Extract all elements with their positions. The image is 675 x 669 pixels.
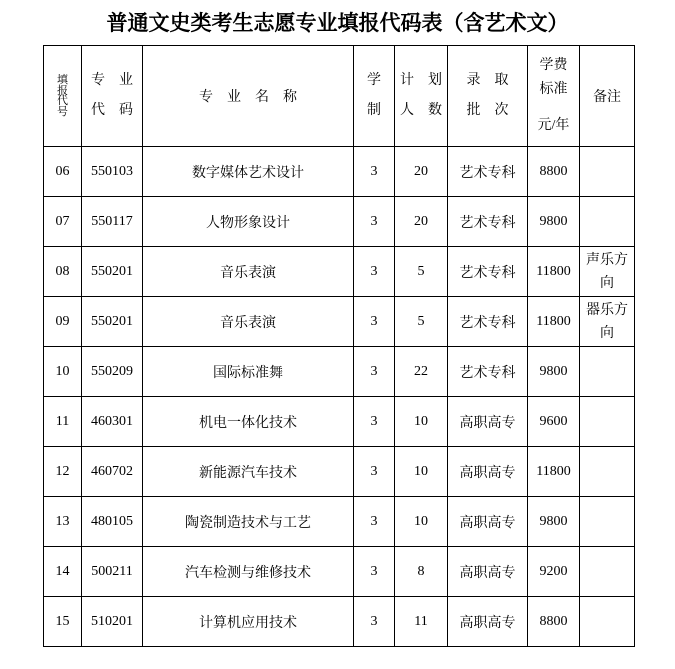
cell-duration: 3 [354,247,395,297]
cell-planned: 8 [395,547,448,597]
cell-tuition: 9600 [528,397,580,447]
cell-remark [580,547,635,597]
cell-batch: 高职高专 [448,497,528,547]
cell-remark [580,197,635,247]
cell-batch: 高职高专 [448,547,528,597]
table-body [44,147,635,647]
cell-duration: 3 [354,197,395,247]
header-tuition-unit: 元/年 [537,118,570,133]
cell-fill-code: 11 [44,397,82,447]
table-row [44,347,635,397]
cell-planned: 5 [395,247,448,297]
cell-planned: 22 [395,347,448,397]
cell-major-code: 510201 [82,597,143,647]
header-major-code-line2: 代 码 [91,103,133,118]
table-row [44,597,635,647]
cell-fill-code: 07 [44,197,82,247]
cell-remark: 器乐方向 [580,297,635,347]
header-duration-line2: 制 [367,103,381,118]
cell-duration: 3 [354,397,395,447]
cell-major-code: 460301 [82,397,143,447]
header-fill-code [44,46,82,147]
cell-planned: 10 [395,497,448,547]
cell-fill-code: 06 [44,147,82,197]
cell-major-code: 550117 [82,197,143,247]
cell-duration: 3 [354,297,395,347]
cell-fill-code: 10 [44,347,82,397]
cell-fill-code: 09 [44,297,82,347]
cell-tuition: 11800 [528,447,580,497]
cell-tuition: 9800 [528,497,580,547]
cell-major-code: 500211 [82,547,143,597]
cell-major-code: 550103 [82,147,143,197]
cell-fill-code: 15 [44,597,82,647]
header-duration [354,46,395,147]
header-major-name: 专 业 名 称 [143,46,354,147]
table-header-row [44,46,635,147]
cell-major-code: 550209 [82,347,143,397]
cell-major-name: 人物形象设计 [143,197,354,247]
header-tuition-line1: 学费 [539,58,568,73]
cell-planned: 10 [395,447,448,497]
cell-remark [580,347,635,397]
cell-planned: 10 [395,397,448,447]
cell-batch: 高职高专 [448,597,528,647]
header-tuition-line2: 标准 [539,82,568,97]
cell-major-name: 国际标准舞 [143,347,354,397]
cell-remark [580,597,635,647]
header-planned [395,46,448,147]
header-batch [448,46,528,147]
cell-batch: 艺术专科 [448,247,528,297]
table-row [44,147,635,197]
cell-batch: 高职高专 [448,447,528,497]
cell-major-name: 新能源汽车技术 [143,447,354,497]
cell-tuition: 8800 [528,597,580,647]
cell-duration: 3 [354,497,395,547]
table-row [44,197,635,247]
cell-fill-code: 08 [44,247,82,297]
table-row [44,397,635,447]
cell-tuition: 9200 [528,547,580,597]
header-tuition [528,46,580,147]
cell-fill-code: 14 [44,547,82,597]
cell-remark [580,147,635,197]
cell-fill-code: 13 [44,497,82,547]
header-planned-line2: 人 数 [400,103,442,118]
cell-major-name: 陶瓷制造技术与工艺 [143,497,354,547]
cell-batch: 艺术专科 [448,147,528,197]
cell-batch: 艺术专科 [448,197,528,247]
cell-major-code: 460702 [82,447,143,497]
cell-major-name: 数字媒体艺术设计 [143,147,354,197]
cell-tuition: 11800 [528,247,580,297]
cell-batch: 艺术专科 [448,347,528,397]
cell-duration: 3 [354,447,395,497]
cell-major-name: 汽车检测与维修技术 [143,547,354,597]
table-row [44,547,635,597]
cell-batch: 艺术专科 [448,297,528,347]
cell-major-name: 音乐表演 [143,297,354,347]
header-duration-line1: 学 [367,73,381,88]
cell-remark [580,397,635,447]
header-fill-code-label: 填报代号 [57,74,68,118]
header-major-code-line1: 专 业 [91,73,133,88]
cell-major-code: 480105 [82,497,143,547]
cell-remark [580,447,635,497]
cell-duration: 3 [354,147,395,197]
cell-planned: 5 [395,297,448,347]
cell-duration: 3 [354,547,395,597]
header-batch-line2: 批 次 [466,103,509,118]
cell-duration: 3 [354,597,395,647]
cell-major-name: 计算机应用技术 [143,597,354,647]
header-remark: 备注 [580,46,635,147]
cell-tuition: 11800 [528,297,580,347]
cell-planned: 11 [395,597,448,647]
cell-major-name: 机电一体化技术 [143,397,354,447]
cell-planned: 20 [395,147,448,197]
cell-tuition: 9800 [528,347,580,397]
cell-major-code: 550201 [82,247,143,297]
header-batch-line1: 录 取 [466,73,509,88]
cell-remark [580,497,635,547]
cell-duration: 3 [354,347,395,397]
table-row [44,297,635,347]
cell-batch: 高职高专 [448,397,528,447]
table-row [44,447,635,497]
cell-planned: 20 [395,197,448,247]
cell-remark: 声乐方向 [580,247,635,297]
cell-major-name: 音乐表演 [143,247,354,297]
cell-major-code: 550201 [82,297,143,347]
cell-tuition: 8800 [528,147,580,197]
header-major-code [82,46,143,147]
page-title: 普通文史类考生志愿专业填报代码表（含艺术文） [106,11,569,35]
table-row [44,247,635,297]
table-row [44,497,635,547]
header-planned-line1: 计 划 [400,73,442,88]
cell-fill-code: 12 [44,447,82,497]
major-code-table [43,45,635,647]
cell-tuition: 9800 [528,197,580,247]
